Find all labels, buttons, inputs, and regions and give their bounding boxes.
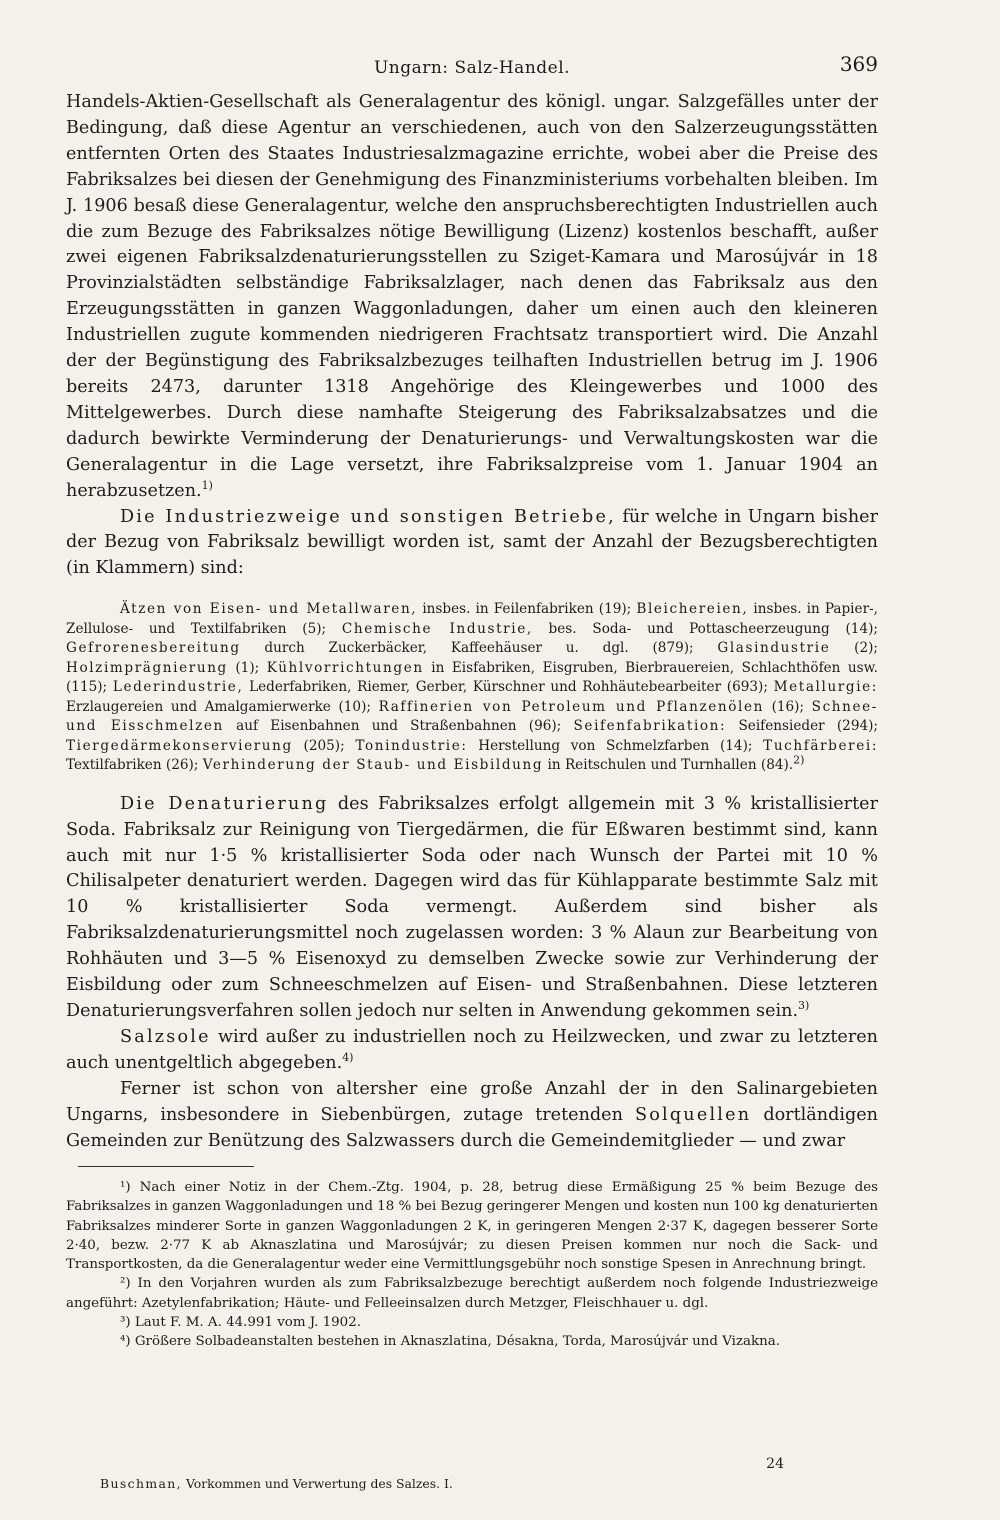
footnote-3: ³) Laut F. M. A. 44.991 vom J. 1902. [120, 1315, 361, 1331]
sheet-number: 24 [766, 1456, 784, 1472]
footnote-divider [78, 1166, 254, 1167]
book-signature: Buschman, Vorkommen und Verwertung des Salzes. I. [100, 1476, 453, 1491]
footnote-ref-1: 1) [201, 478, 213, 492]
paragraph-industries-intro: Die Industriezweige und sonstigen Betriebe, für welche in Ungarn bisher der Bezug von Fabriksalz bewilligt worden ist, samt der Anzahl der Bezugsberechtigten (in Klammern) sind: [66, 506, 878, 579]
page-footer [100, 1456, 784, 1492]
main-text [66, 90, 878, 1154]
page-number: 369 [839, 52, 878, 76]
footnote-4: ⁴) Größere Solbadeanstalten bestehen in Aknaszlatina, Désakna, Torda, Marosújvár und Vizakna. [120, 1334, 780, 1350]
industry-list: Ätzen von Eisen- und Metallwaren, insbes. in Feilenfabriken (19); Bleichereien, insbes. in Papier-, Zellulose- und Textilfabriken (5); Chemische Industrie, bes. Soda- und Pottascheerzeugung (14); Gefrorenesbereitung durch Zuckerbäcker, Kaffeehäuser u. dgl. (879); Glasindustrie (2); Holzimprägnierung (1); Kühlvorrichtungen in Eisfabriken, Eisgruben, Bierbrauereien, Schlachthöfen usw. (115); Lederindustrie, Lederfabriken, Riemer, Gerber, Kürschner und Rohhäutebearbeiter (693); Metallurgie: Erzlaugereien und Amalgamierwerke (10); Raffinerien von Petroleum und Pflanzenölen (16); Schnee- und Eisschmelzen auf Eisenbahnen und Straßenbahnen (96); Seifenfabrikation: Seifensieder (294); Tiergedärmekonservierung (205); Tonindustrie: Herstellung von Schmelzfarben (14); Tuchfärberei: Textilfabriken (26); Verhinderung der Staub- und Eisbildung in Reitschulen und Turnhallen (84).$^{2)}$ [66, 601, 878, 774]
footnote-ref-2: 2) [793, 753, 805, 767]
footnotes [66, 1178, 878, 1352]
footnote-ref-3: 3) [798, 999, 810, 1013]
page-header [66, 48, 878, 82]
paragraph-denaturation: Die Denaturierung des Fabriksalzes erfolgt allgemein mit 3 % kristallisierter Soda. Fabriksalz zur Reinigung von Tiergedärmen, die für Eßwaren bestimmt sind, kann auch mit nur 1·5 % kristallisierter Soda oder nach Wunsch der Partei mit 10 % Chilisalpeter denaturiert werden. Dagegen wird das für Kühlapparate bestimmte Salz mit 10 % kristallisierter Soda vermengt. Außerdem sind bisher als Fabriksalzdenaturierungsmittel noch zugelassen worden: 3 % Alaun zur Bearbeitung von Rohhäuten und 3—5 % Eisenoxyd zu demselben Zwecke sowie zur Verhinderung der Eisbildung oder zum Schneeschmelzen auf Eisen- und Straßenbahnen. Diese letzteren Denaturierungsverfahren sollen jedoch nur selten in Anwendung gekommen sein.$^{3)}$ [66, 793, 878, 1021]
paragraph-springs: Ferner ist schon von altersher eine große Anzahl der in den Salinargebieten Ungarns, insbesondere in Siebenbürgen, zutage tretenden Solquellen dortländigen Gemeinden zur Benützung des Salzwassers durch die Gemeindemitglieder — und zwar [66, 1078, 878, 1151]
footnote-ref-4: 4) [342, 1050, 354, 1064]
paragraph-brine: Salzsole wird außer zu industriellen noch zu Heilzwecken, und zwar zu letzteren auch unentgeltlich abgegeben.$^{4)}$ [66, 1026, 878, 1073]
running-head: Ungarn: Salz-Handel. [373, 58, 571, 78]
paragraph-agency: Handels-Aktien-Gesellschaft als Generalagentur des königl. ungar. Salzgefälles unter der Bedingung, daß diese Agentur an verschiedenen, auch von den Salzerzeugungsstätten entfernten Orten des Staates Industriesalzmagazine errichte, wobei aber die Preise des Fabriksalzes bei diesen der Genehmigung des Finanzministeriums vorbehalten bleiben. Im J. 1906 besaß diese Generalagentur, welche den anspruchsberechtigten Industriellen auch die zum Bezuge des Fabriksalzes nötige Bewilligung (Lizenz) kostenlos beschafft, außer zwei eigenen Fabriksalzdenaturierungsstellen zu Sziget-Kamara und Marosújvár in 18 Provinzialstädten selbständige Fabriksalzlager, nach denen das Fabriksalz aus den Erzeugungsstätten in ganzen Waggonladungen, daher um einen auch den kleineren Industriellen zugute kommenden niedrigeren Frachtsatz transportiert wird. Die Anzahl der der Begünstigung des Fabriksalzbezuges teilhaften Industriellen betrug im J. 1906 bereits 2473, darunter 1318 Angehörige des Kleingewerbes und 1000 des Mittelgewerbes. Durch diese namhafte Steigerung des Fabriksalzabsatzes und die dadurch bewirkte Verminderung der Denaturierungs- und Verwaltungskosten war die Generalagentur in die Lage versetzt, ihre Fabriksalzpreise vom 1. Januar 1904 an herabzusetzen.$^{1)}$ [66, 92, 879, 501]
footnote-2: ²) In den Vorjahren wurden als zum Fabriksalzbezuge berechtigt außerdem noch folgende Industriezweige angeführt: Azetylenfabrikation; Häute- und Felleeinsalzen durch Metzger, Fleischhauer u. dgl. [66, 1276, 878, 1311]
footnote-1: ¹) Nach einer Notiz in der Chem.-Ztg. 1904, p. 28, betrug diese Ermäßigung 25 % beim Bezuge des Fabriksalzes in ganzen Waggonladungen und 18 % bei Bezug geringerer Mengen und kosten nun 100 kg denaturierten Fabriksalzes minderer Sorte in ganzen Waggonladungen 2 K, in geringeren Mengen 2·37 K, dagegen besserer Sorte 2·40, bezw. 2·77 K ab Aknaszlatina und Marosújvár; zu diesen Preisen kommen nur noch die Sack- und Transportkosten, da die Generalagentur weder eine Vermittlungsgebühr noch sonstige Spesen in Anrechnung bringt. [66, 1180, 878, 1273]
